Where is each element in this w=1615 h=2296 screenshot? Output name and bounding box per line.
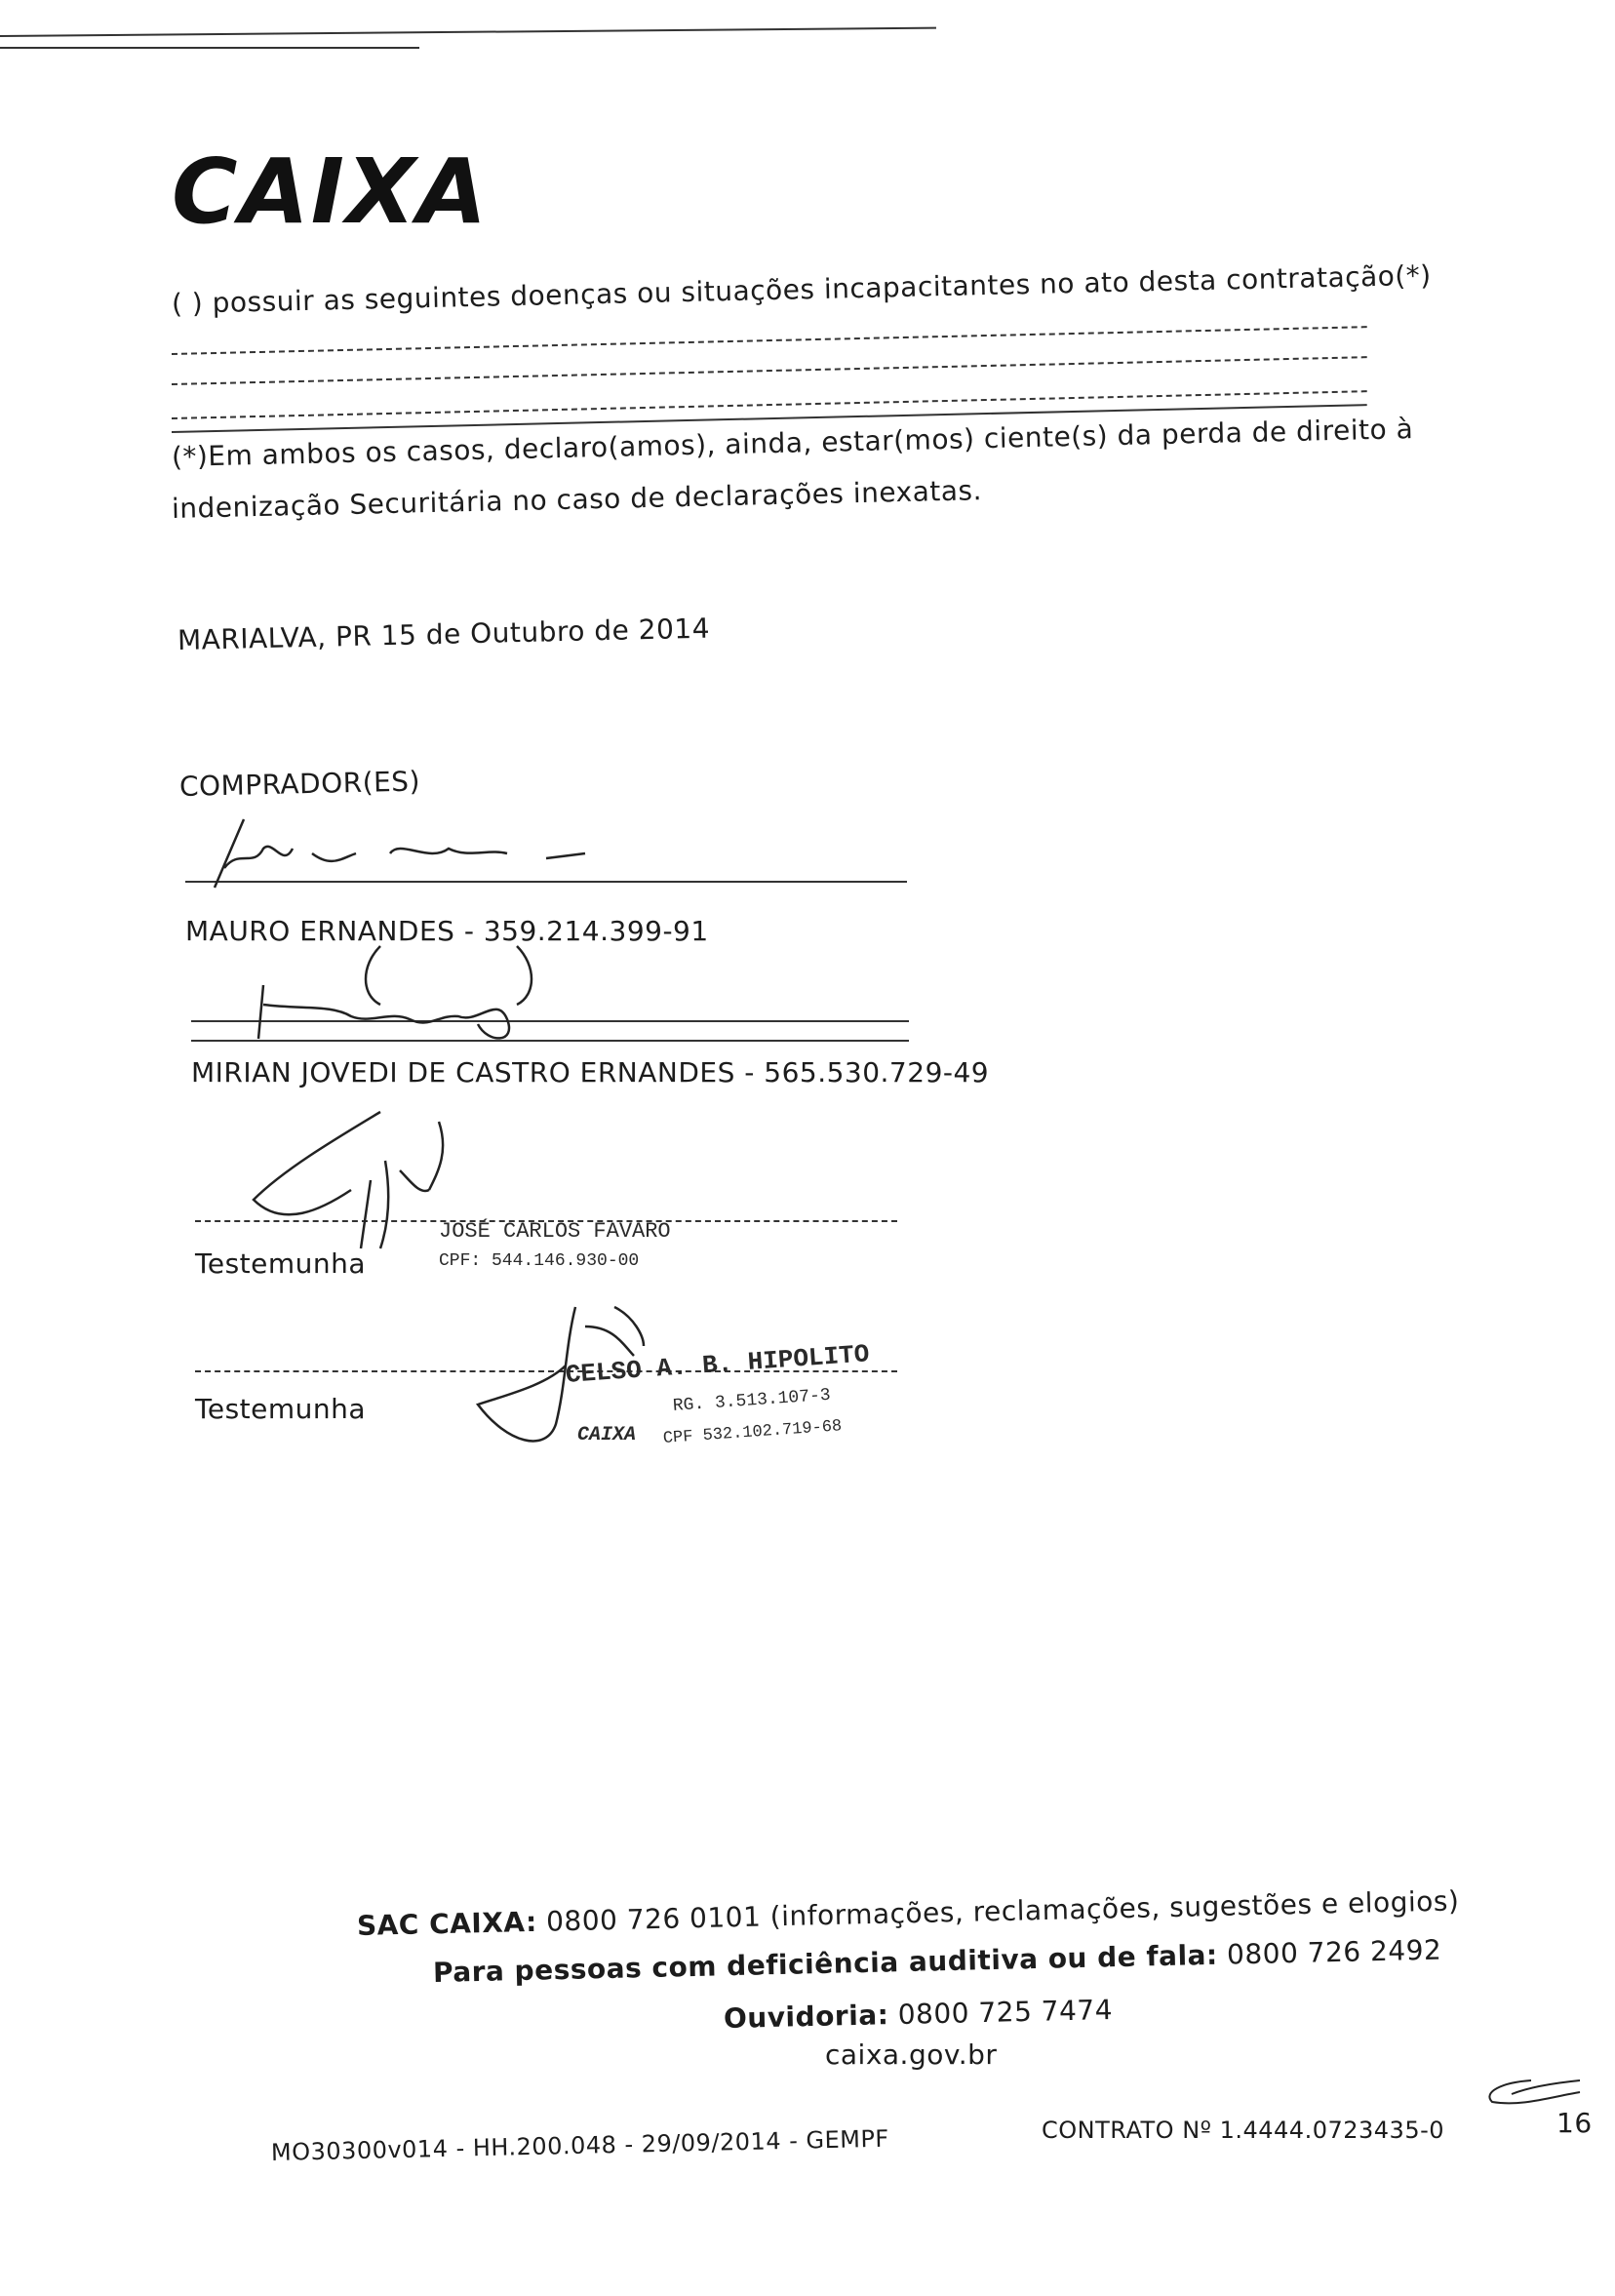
witness1-stamp-cpf: CPF: 544.146.930-00: [439, 1251, 640, 1271]
blank-line: [172, 326, 1367, 355]
deaf-phone: 0800 726 2492: [1226, 1933, 1442, 1971]
place-date: MARIALVA, PR 15 de Outubro de 2014: [177, 612, 711, 656]
contract-number: CONTRATO Nº 1.4444.0723435-0: [1042, 2117, 1445, 2144]
ombudsman-label: Ouvidoria:: [723, 1999, 889, 2035]
sac-text: 0800 726 0101 (informações, reclamações, sugestões e elogios): [545, 1884, 1460, 1938]
page-number: 16: [1556, 2107, 1593, 2139]
declaration-option: ( ) possuir as seguintes doenças ou situações incapacitantes no ato desta contratação(*): [171, 258, 1433, 320]
website: caixa.gov.br: [825, 2039, 998, 2071]
deaf-line: [433, 1934, 1442, 1989]
witness2-stamp-org: CAIXA: [577, 1424, 637, 1446]
scan-top-line: [0, 47, 419, 49]
sac-line: [357, 1884, 1460, 1942]
witness1-stamp-name: JOSÉ CARLOS FAVARO: [439, 1219, 671, 1244]
declaration-note-line1: (*)Em ambos os casos, declaro(amos), ainda, estar(mos) ciente(s) da perda de direito à: [171, 413, 1414, 473]
ombudsman-line: [724, 1994, 1114, 2035]
witness2-label: Testemunha: [195, 1393, 367, 1425]
witness2-stamp-cpf: CPF 532.102.719-68: [662, 1417, 843, 1448]
buyers-heading: COMPRADOR(ES): [178, 765, 421, 803]
caixa-logo: [172, 146, 523, 234]
buyer2-signature: [244, 927, 614, 1073]
deaf-label: Para pessoas com deficiência auditiva ou de fala:: [432, 1938, 1219, 1989]
sac-label: SAC CAIXA:: [356, 1905, 538, 1942]
scan-top-line: [0, 27, 936, 37]
buyer1-signature: [195, 810, 722, 888]
blank-line: [172, 356, 1367, 385]
witness2-stamp-rg: RG. 3.513.107-3: [672, 1385, 832, 1416]
declaration-note-line2: indenização Securitária no caso de declarações inexatas.: [171, 474, 983, 525]
buyer2-name: MIRIAN JOVEDI DE CASTRO ERNANDES - 565.530.729-49: [191, 1056, 990, 1089]
blank-line: [172, 390, 1367, 419]
form-code: MO30300v014 - HH.200.048 - 29/09/2014 - GEMPF: [270, 2124, 889, 2166]
witness1-label: Testemunha: [195, 1247, 367, 1280]
ombudsman-phone: 0800 725 7474: [897, 1993, 1114, 2031]
caixa-logo-text: CAIXA: [172, 146, 490, 234]
initials-scribble: [1473, 2073, 1590, 2112]
buyer1-name: MAURO ERNANDES - 359.214.399-91: [185, 915, 709, 947]
witness2-stamp-name: CELSO A. B. HIPOLITO: [564, 1339, 871, 1390]
